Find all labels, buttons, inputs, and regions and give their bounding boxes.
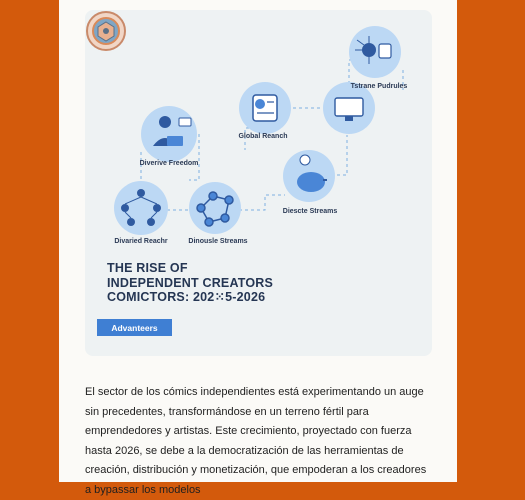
hero-infographic [85,10,432,356]
hero-headline [107,261,367,305]
tablet-globe-icon [239,82,291,134]
label-global-reanch: Global Reanch [238,133,288,140]
label-divaried-reachr: Divaried Reachr [114,238,168,245]
network-people-icon [114,181,168,235]
piggy-bank-icon [283,150,335,202]
article-page [59,0,457,496]
label-diverive-freedom: Diverive Freedom [139,160,199,167]
headline-line-2: INDEPENDENT CREATORS [107,275,274,290]
person-laptop-icon [141,106,197,162]
advanteers-button[interactable]: Advanteers [97,319,172,336]
circuit-gear-icon [349,26,401,78]
article-body: El sector de los cómics independientes está experimentando un auge sin precedentes, transformándose en un terreno fértil para emprendedores y artistas. Este crecimiento, proyectado con fuerza hasta 2026, se debe a la democratización de las herramientas de creación, distribución y monetización, que empoderan a los creadores a bypassar los modelos [85,386,427,496]
emblem-icon [85,10,127,52]
label-dinousle-streams: Dinousle Streams [188,238,248,245]
headline-line-1: THE RISE OF [107,261,188,275]
headline-line-3: COMICTORS: 202⁙5-2026 [107,290,266,304]
label-tstrane-pudrules: Tstrane Pudrules [350,83,408,90]
label-diescte-streams: Diescte Streams [282,208,338,215]
hexagon-nodes-icon [189,182,241,234]
